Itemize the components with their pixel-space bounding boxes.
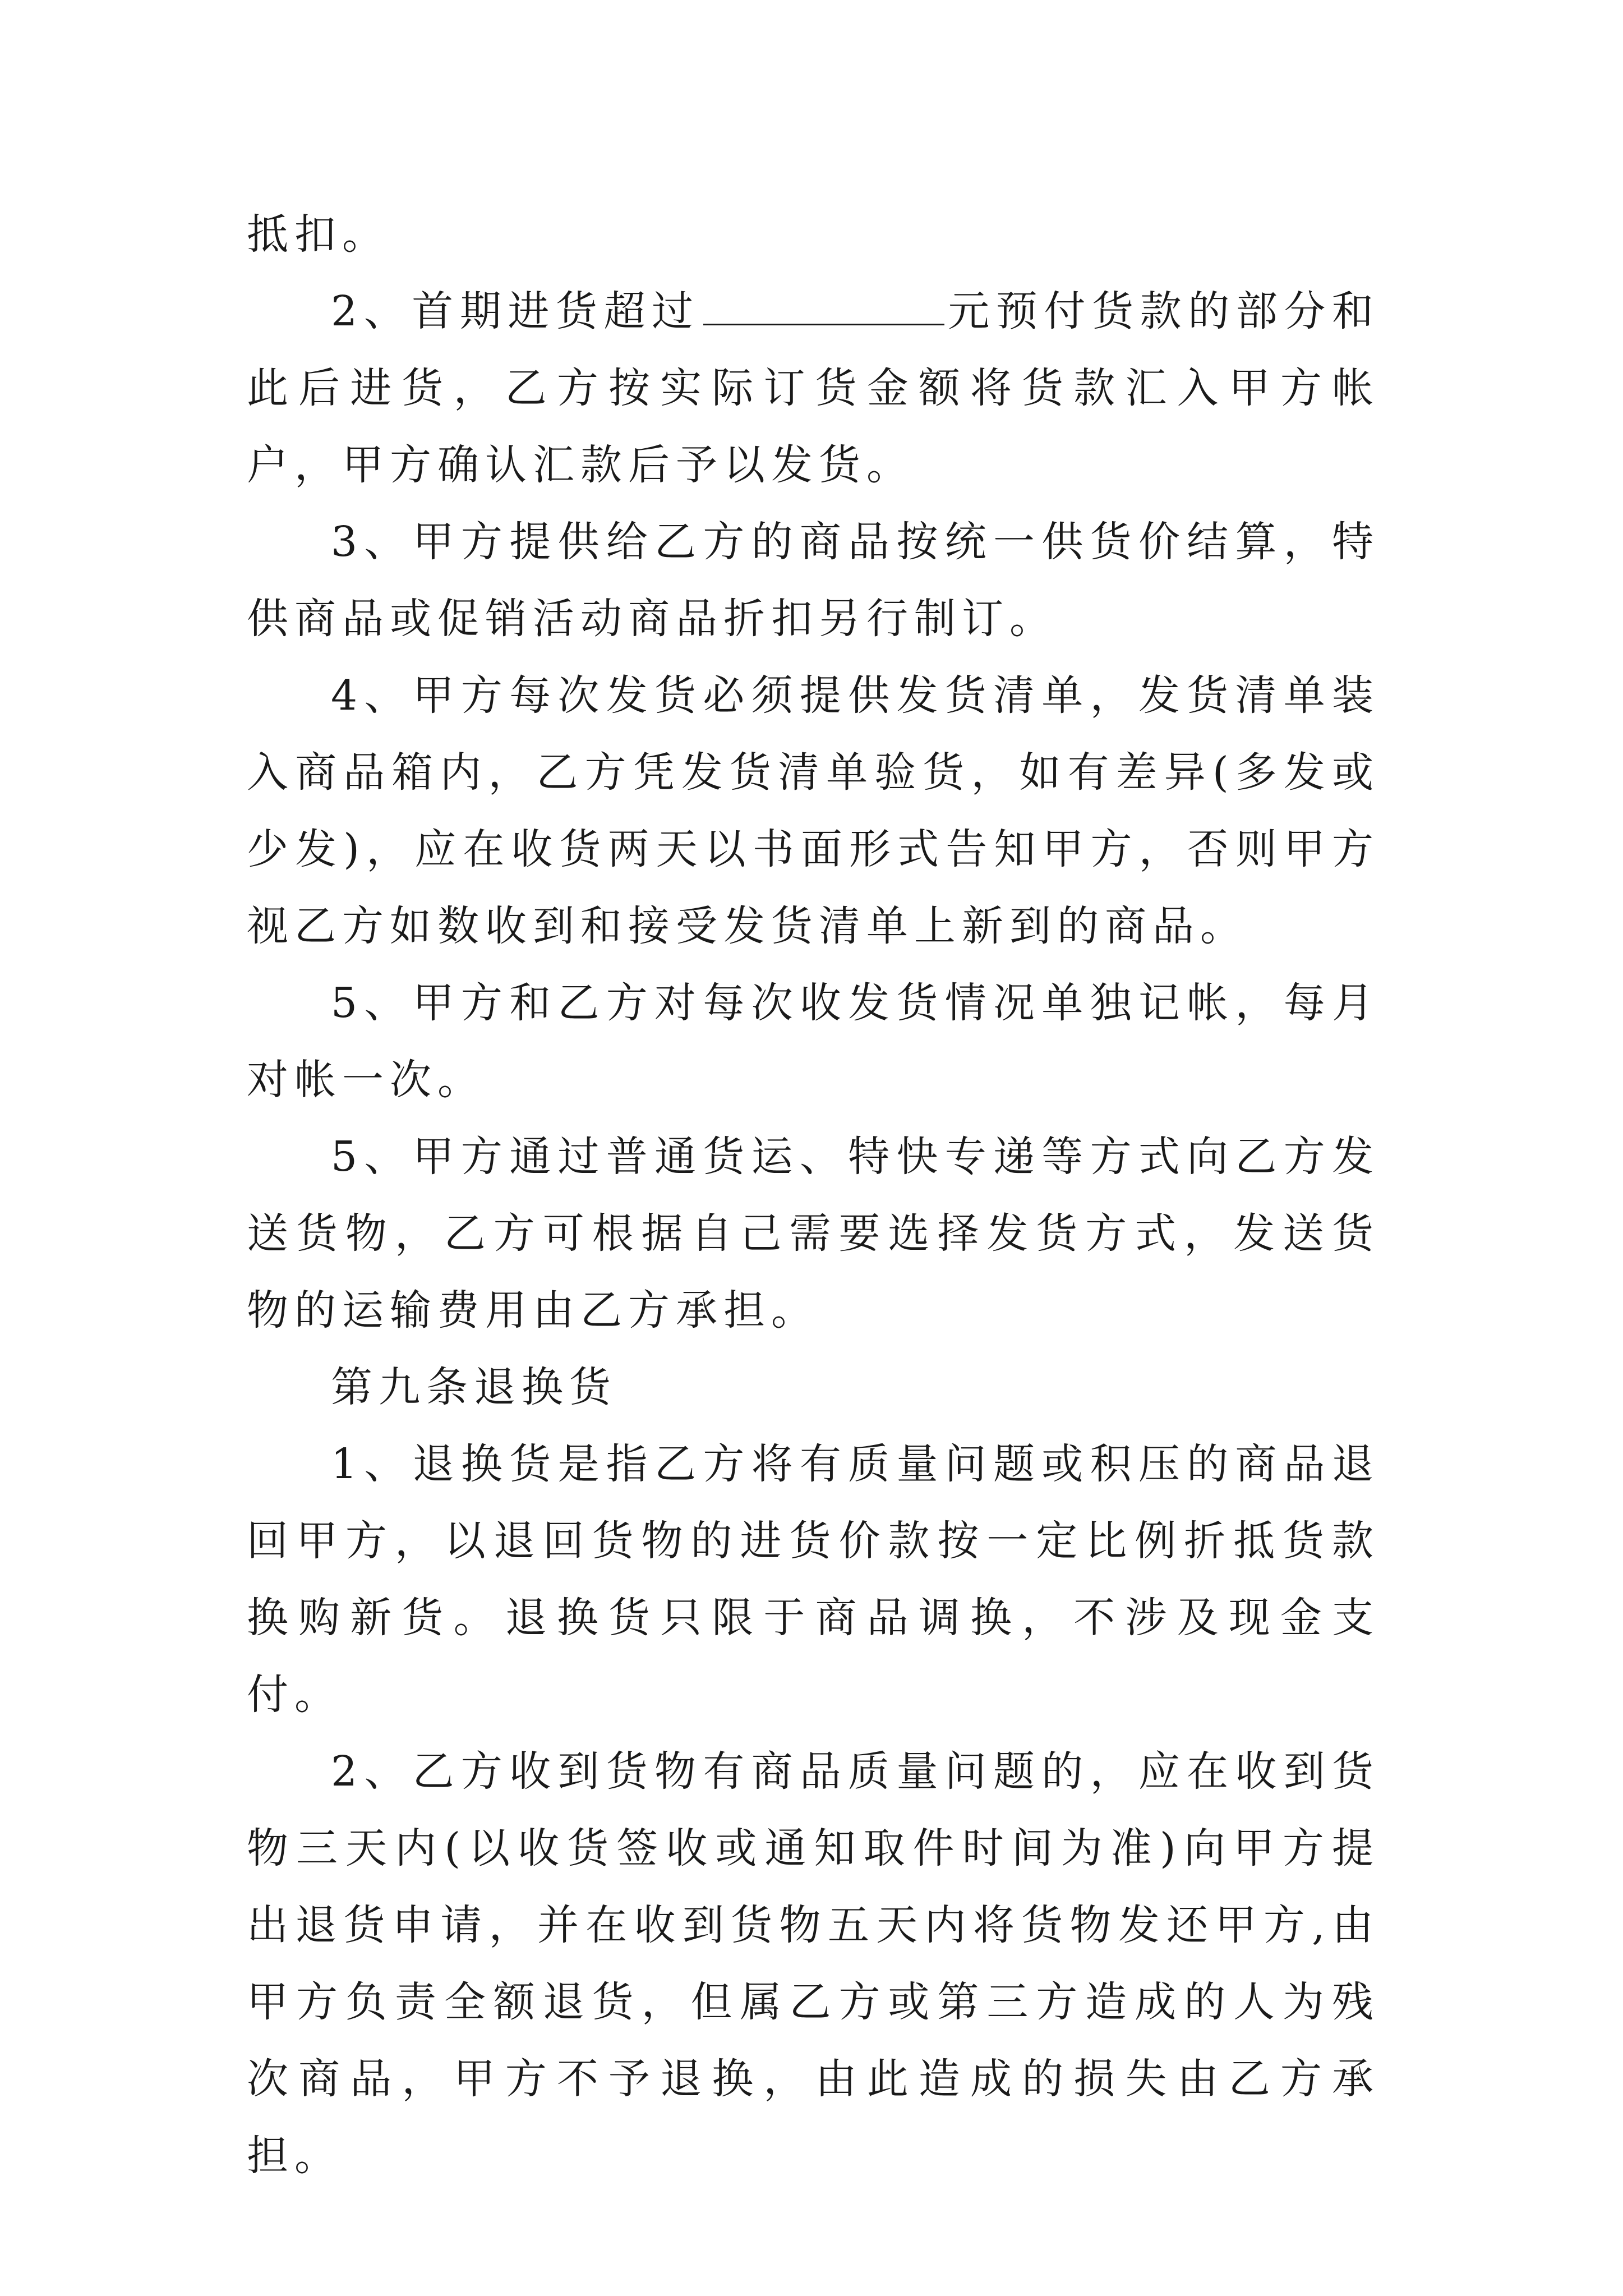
paragraph-return-clause-2: 2、乙方收到货物有商品质量问题的，应在收到货物三天内(以收货签收或通知取件时间为准)向甲方提出退货申请，并在收到货物五天内将货物发还甲方,由甲方负责全额退货，但属乙方或第三方造成的人为残次商品，甲方不予退换，由此造成的损失由乙方承担。: [247, 1747, 1380, 2180]
paragraph-clause-4: 4、甲方每次发货必须提供发货清单，发货清单装入商品箱内，乙方凭发货清单验货，如有差异(多发或少发)，应在收货两天以书面形式告知甲方，否则甲方视乙方如数收到和接受发货清单上新到的商品。: [247, 671, 1380, 950]
paragraph-continuation: 抵扣。: [247, 210, 390, 259]
clause-2-text-before: 2、首期进货超过: [331, 287, 700, 335]
amount-blank-field: [703, 282, 944, 325]
document-body: [247, 196, 1380, 2194]
paragraph-clause-5b: 5、甲方通过普通货运、特快专递等方式向乙方发送货物，乙方可根据自己需要选择发货方式，发送货物的运输费用由乙方承担。: [247, 1133, 1380, 1335]
paragraph-clause-5a: 5、甲方和乙方对每次收发货情况单独记帐，每月对帐一次。: [247, 979, 1380, 1104]
section-heading-article-9: 第九条退换货: [331, 1363, 617, 1411]
paragraph-return-clause-1: 1、退换货是指乙方将有质量问题或积压的商品退回甲方，以退回货物的进货价款按一定比例折抵货款换购新货。退换货只限于商品调换，不涉及现金支付。: [247, 1440, 1380, 1719]
paragraph-clause-3: 3、甲方提供给乙方的商品按统一供货价结算，特供商品或促销活动商品折扣另行制订。: [247, 518, 1380, 643]
clause-2-text-after: 元预付货款的部分和此后进货，乙方按实际订货金额将货款汇入甲方帐户，甲方确认汇款后予以发货。: [247, 287, 1380, 489]
paragraph-clause-2: [247, 273, 1380, 504]
